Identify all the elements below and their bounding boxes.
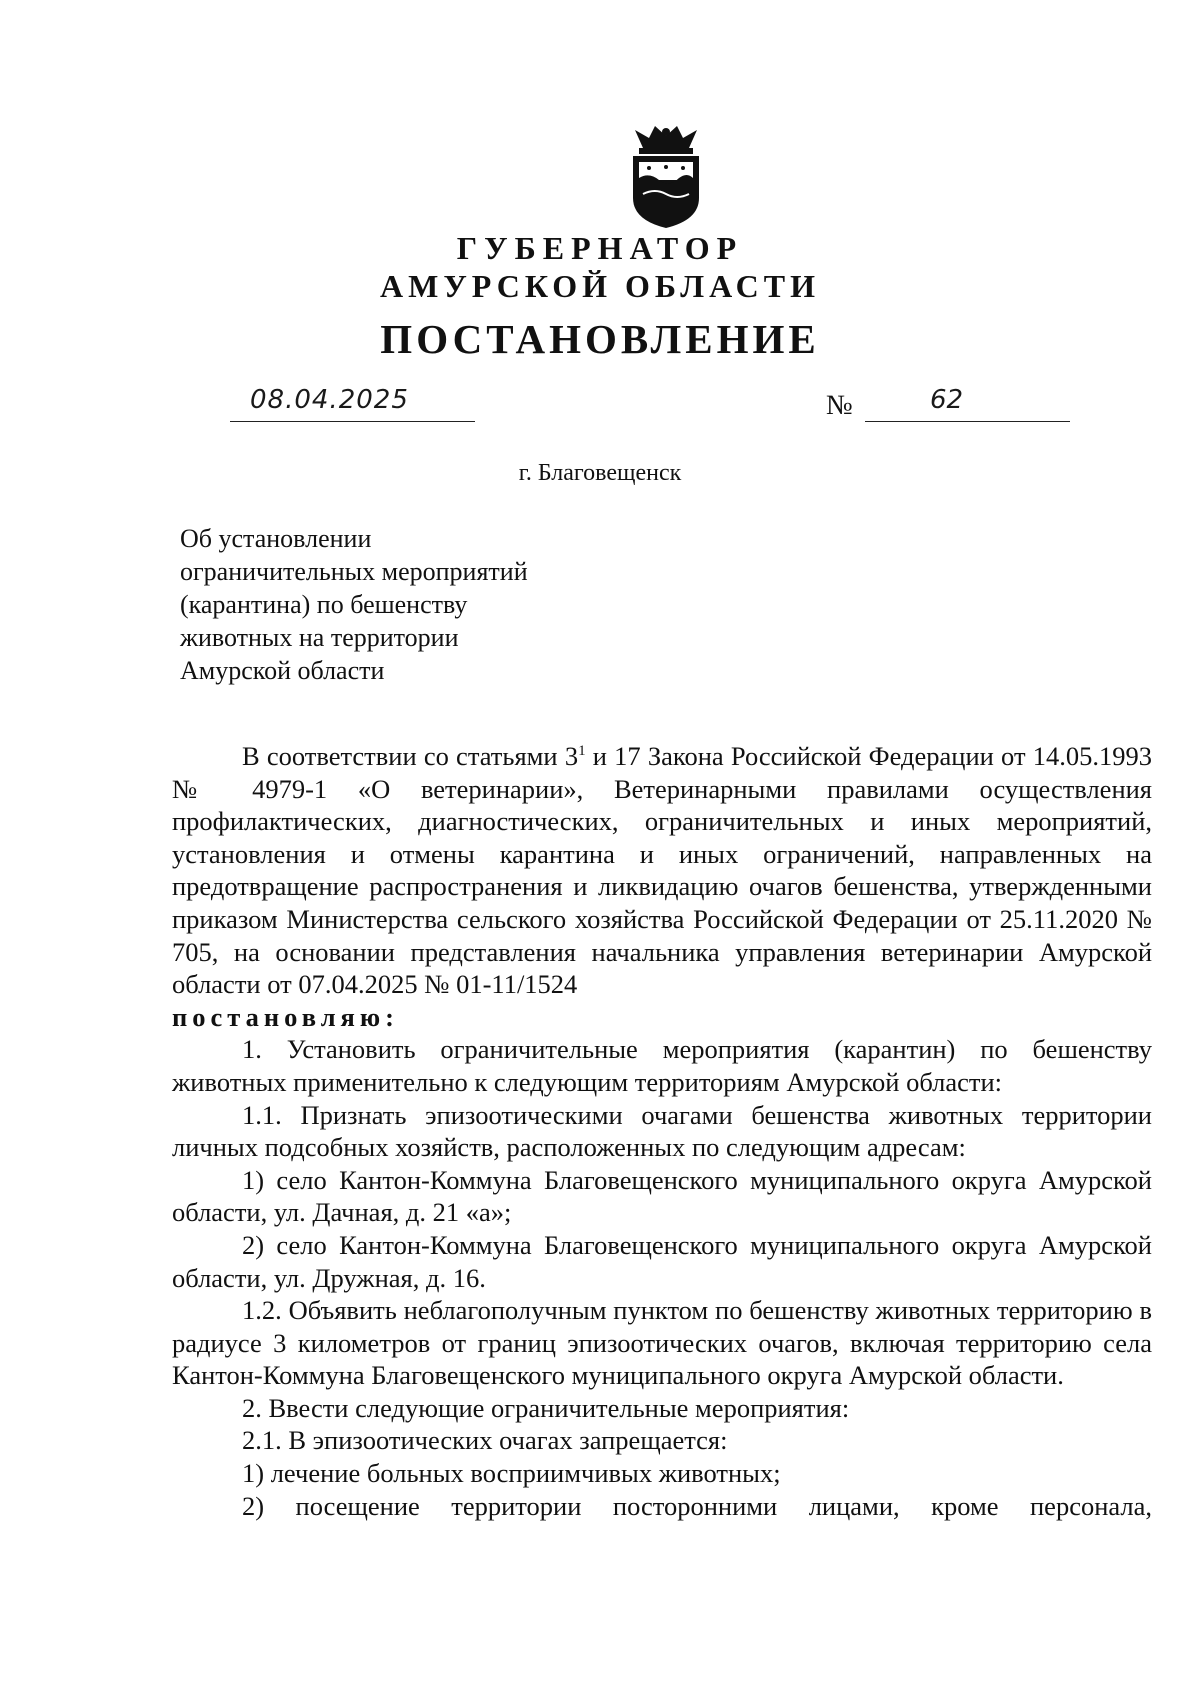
subject-line: Амурской области <box>180 656 385 685</box>
clause-1-1: 1.1. Признать эпизоотическими очагами бешенства животных территории личных подсобных хозяйств, расположенных по следующим адресам: <box>172 1099 1152 1163</box>
number-label: № <box>826 390 853 421</box>
subject-line: Об установлении <box>180 524 372 553</box>
subject-line: ограничительных мероприятий <box>180 557 528 586</box>
clause-2: 2. Ввести следующие ограничительные мероприятия: <box>242 1392 850 1423</box>
preamble-text: В соответствии со статьями 3 <box>242 741 579 771</box>
city: г. Благовещенск <box>518 460 682 486</box>
clause-1-1-item-1: 1) село Кантон-Коммуна Благовещенского муниципального округа Амурской области, ул. Дачная, д. 21 «а»; <box>172 1164 1152 1228</box>
number-field <box>865 385 1070 422</box>
clause-1: 1. Установить ограничительные мероприятия (карантин) по бешенству животных применительно к следующим территориям Амурской области: <box>172 1034 1152 1097</box>
clause-2-1: 2.1. В эпизоотических очагах запрещается: <box>242 1425 728 1456</box>
handwritten-number: 62 <box>930 385 964 415</box>
clause-2-1-item-1: 1) лечение больных восприимчивых животных; <box>242 1458 781 1489</box>
clause-1-2: 1.2. Объявить неблагополучным пунктом по бешенству животных территорию в радиусе 3 километров от границ эпизоотических очагов, включая территорию села Кантон-Коммуна Благовещенского муниципального округа Амурской области. <box>172 1295 1152 1391</box>
subject-block <box>180 522 528 687</box>
clause-1-1-item-2: 2) село Кантон-Коммуна Благовещенского муниципального округа Амурской области, ул. Дружная, д. 16. <box>172 1229 1152 1293</box>
preamble-paragraph <box>172 740 1152 1001</box>
clause-2-1-item-2: 2) посещение территории посторонними лицами, кроме персонала, <box>242 1490 1152 1521</box>
article-superscript: 1 <box>578 743 586 760</box>
issuer-title: ГУБЕРНАТОР <box>456 230 744 266</box>
document-type: ПОСТАНОВЛЕНИЕ <box>380 316 820 362</box>
subject-line: (карантина) по бешенству <box>180 590 468 619</box>
amur-region-coat-of-arms-icon <box>625 120 707 230</box>
date-field <box>230 385 475 422</box>
document-body <box>172 740 1152 1522</box>
issuer-region: АМУРСКОЙ ОБЛАСТИ <box>380 268 820 304</box>
handwritten-date: 08.04.2025 <box>250 385 409 415</box>
preamble-text-cont: и 17 Закона Российской Федерации от 14.05.1993 № 4979-1 «О ветеринарии», Ветеринарными правилами осуществления профилактических, диагностических, ограничительных и иных мероприятий, установления и отмены карантина и иных ограничений, направленных на предотвращение распространения и ликвидацию очагов бешенства, утвержденными приказом Министерства сельского хозяйства Российской Федерации от 25.11.2020 № 705, на основании представления начальника управления ветеринарии Амурской области от 07.04.2025 № 01-11/1524 <box>172 741 1152 1000</box>
decree-word: постановляю: <box>172 1001 399 1032</box>
subject-line: животных на территории <box>180 623 459 652</box>
